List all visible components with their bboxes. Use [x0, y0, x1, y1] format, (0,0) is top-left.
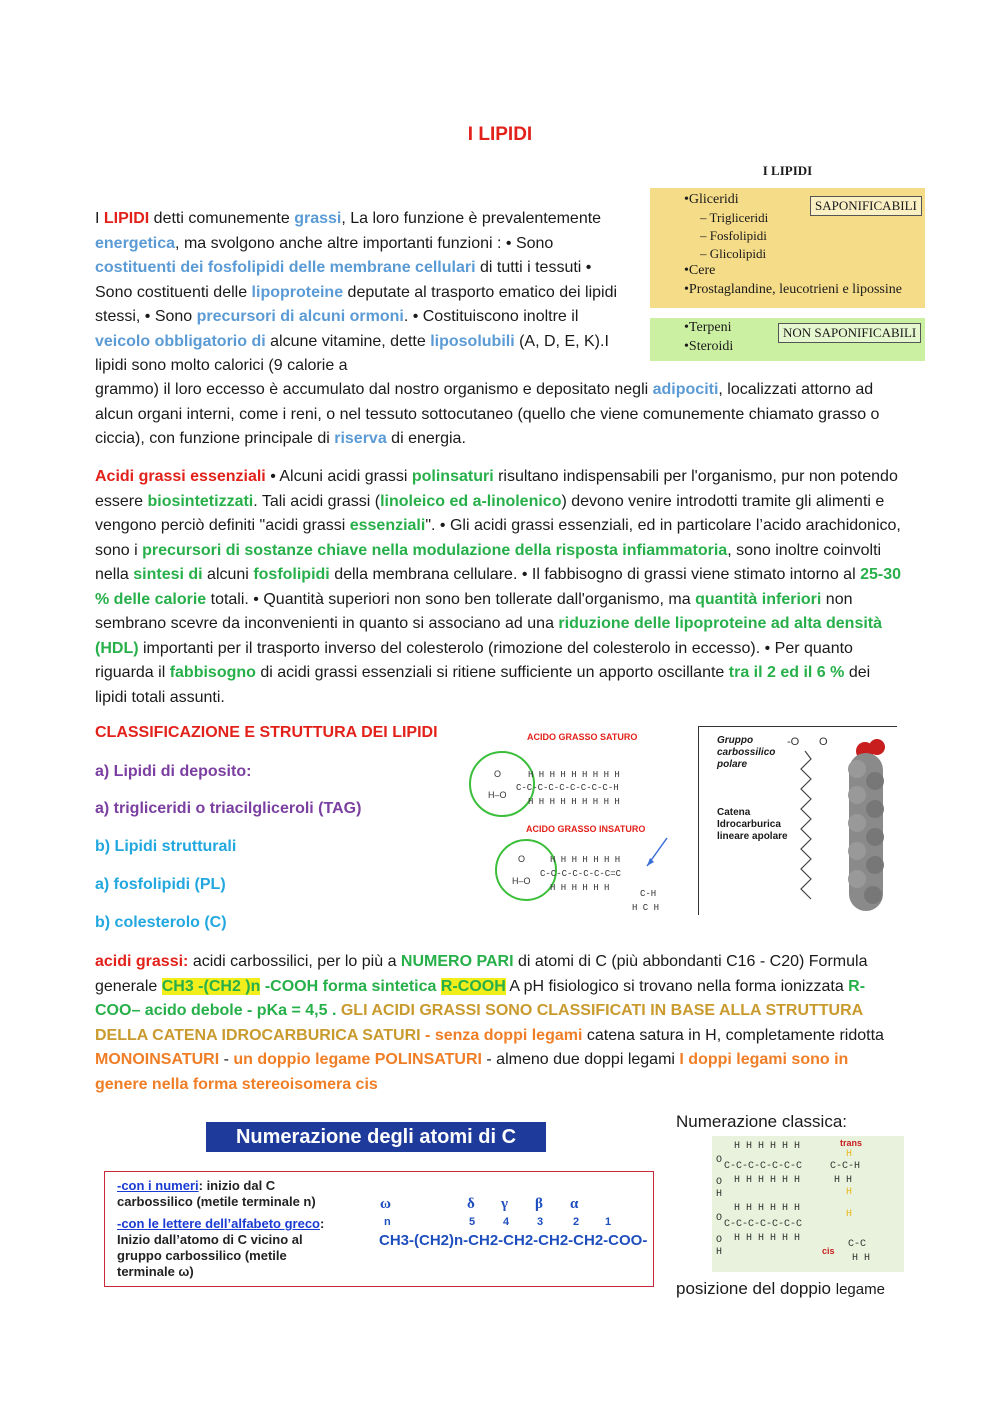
page-title: I LIPIDI [467, 124, 533, 145]
beta-label: β [535, 1196, 543, 1212]
lipid-table-title: I LIPIDI [762, 163, 813, 178]
list-item: •Gliceridi [684, 192, 739, 207]
non-saponificabili-box [650, 318, 925, 361]
omega-label: ω [380, 1196, 391, 1212]
svg-text:H: H [846, 1187, 853, 1198]
svg-text:H H H H H H: H H H H H H [734, 1233, 801, 1244]
svg-text:O: O [716, 1213, 723, 1224]
gruppo-label: Gruppo carbossilico polare [717, 735, 776, 770]
cis-label: cis [822, 1246, 835, 1256]
svg-text:H H H H H H: H H H H H H [734, 1203, 801, 1214]
intro-paragraph-top: I LIPIDI detti comunemente grassi, La loro funzione è prevalentemente energetica, ma svolgono anche altre importanti funzioni : • Sono costituenti dei fosfolipidi delle membrane cellulari di tutti i tessuti • Sono costituenti delle lipoproteine deputate al trasporto ematico dei lipidi stessi, • Sono precursori di alcuni ormoni. • Costituiscono inoltre il veicolo obbligatorio di alcune vitamine, dette liposolubili (A, D, E, K).I lipidi sono molto calorici (9 calorie a [95, 210, 618, 374]
classica-figure [712, 1136, 904, 1272]
alpha-label: α [570, 1196, 579, 1212]
list-item: •Cere [684, 263, 716, 278]
svg-text:C-C-C-C-C-C-C: C-C-C-C-C-C-C [724, 1161, 803, 1172]
classica-drawing [712, 1136, 904, 1272]
classificazione-heading: CLASSIFICAZIONE E STRUTTURA DEI LIPIDI [95, 724, 438, 741]
saponificabili-tag: SAPONIFICABILI [810, 196, 922, 216]
svg-text:H H: H H [834, 1175, 853, 1186]
svg-text:H–O: H–O [488, 790, 507, 800]
fatty-acid-structures-figure [462, 726, 692, 916]
essenziali-paragraph: Acidi grassi essenziali • Alcuni acidi grassi polinsaturi risultano indispensabili per l'organismo, pur non potendo essere biosintetizzati. Tali acidi grassi (linoleico ed a-linolenico) devono venire introdotti tramite gli alimenti e vengono perciò definiti "acidi grassi essenziali". • Gli acidi grassi essenziali, ed in particolare l’acido arachidonico, sono i precursori di sostanze chiave nella modulazione della risposta infiammatoria, sono inoltre coinvolti nella sintesi di alcuni fosfolipidi della membrana cellulare. • Il fabbisogno di grassi viene stimato intorno al 25-30 % delle calorie totali. • Quantità superiori non sono ben tollerate dall'organismo, ma quantità inferiori non sembrano scevre da inconvenienti in quanto si associano ad una riduzione delle lipoproteine ad alta densità (HDL) importanti per il trasporto inverso del colesterolo (rimozione del colesterolo in eccesso). • Per quanto riguarda il fabbisogno di acidi grassi essenziali si ritiene sufficiente un apporto oscillante tra il 2 ed il 6 % dei lipidi totali assunti. [95, 468, 901, 706]
essenziali-heading: Acidi grassi essenziali [95, 468, 266, 485]
svg-text:H: H [716, 1189, 723, 1200]
svg-text:H: H [716, 1247, 723, 1258]
list-item: – Trigliceridi [700, 210, 769, 225]
svg-text:C-C-C-C-C-C-C: C-C-C-C-C-C-C [724, 1219, 803, 1230]
svg-text:O: O [518, 854, 526, 864]
space-filling-figure [698, 726, 897, 915]
svg-text:O: O [716, 1235, 723, 1246]
svg-text:H: H [846, 1209, 853, 1220]
insaturo-label: ACIDO GRASSO INSATURO [526, 824, 646, 834]
svg-text:H: H [846, 1149, 853, 1160]
general-formula: CH3-(CH2)n-CH2-CH2-CH2-CH2-COO- [379, 1232, 648, 1249]
saturated-acid-drawing [462, 742, 692, 822]
svg-text:-O: -O [787, 736, 800, 748]
list-item: a) trigliceridi o triacilgliceroli (TAG) [95, 800, 362, 817]
unsaturated-acid-drawing [492, 834, 692, 919]
acidi-grassi-paragraph: acidi grassi: acidi carbossilici, per lo più a NUMERO PARI di atomi di C (più abbondanti C16 - C20) Formula generale CH3 -(CH2 )n -COOH forma sintetica R-COOH A pH fisiologico si trovano nella forma ionizzata R-COO– acido debole - pKa = 4,5 . GLI ACIDI GRASSI SONO CLASSIFICATI IN BASE ALLA STRUTTURA DELLA CATENA IDROCARBURICA SATURI - senza doppi legami catena satura in H, completamente ridotta MONOINSATURI - un doppio legame POLINSATURI - almeno due doppi legami I doppi legami sono in genere nella forma stereoisomera cis [95, 953, 884, 1093]
list-item: •Prostaglandine, leucotrieni e lipossine [684, 282, 902, 297]
catena-label: Catena Idrocarburica lineare apolare [717, 807, 788, 842]
list-item: b) Lipidi strutturali [95, 838, 237, 855]
svg-text:H H: H H [852, 1253, 871, 1264]
saturo-label: ACIDO GRASSO SATURO [527, 732, 638, 742]
svg-text:H H H H H H: H H H H H H [734, 1141, 801, 1152]
svg-text:O: O [494, 769, 502, 779]
svg-text:C-C: C-C [848, 1239, 867, 1250]
svg-text:O: O [819, 736, 828, 748]
svg-text:H H H H H H: H H H H H H [550, 883, 610, 893]
gamma-label: γ [501, 1196, 509, 1212]
svg-text:C-C-C-C-C-C-C=C: C-C-C-C-C-C-C=C [540, 869, 622, 879]
list-item: •Steroidi [684, 339, 734, 354]
lipidi-term: LIPIDI [103, 210, 150, 227]
svg-text:H H H H H H H H H: H H H H H H H H H [528, 797, 620, 807]
numerazione-heading: Numerazione degli atomi di C [206, 1122, 546, 1152]
svg-text:C-H: C-H [640, 889, 657, 899]
svg-text:H H H H H H: H H H H H H [734, 1175, 801, 1186]
list-item: a) fosfolipidi (PL) [95, 876, 226, 893]
list-item: b) colesterolo (C) [95, 914, 227, 931]
n-label: n [384, 1216, 391, 1228]
numerazione-box: -con i numeri: inizio dal C carbossilico (metile terminale n) -con le lettere dell’alfabeto greco: Inizio dall’atomo di C vicino al gruppo carbossilico (metile terminale ω) ω δ γ β α n 5 4 3 2 1 CH3-(CH2)n-CH2-CH2-CH2-CH2-COO- [104, 1171, 654, 1287]
intro-paragraph-bottom: grammo) il loro eccesso è accumulato dal nostro organismo e depositato negli adipociti, localizzati attorno ad alcun organi interni, come i reni, o nel tessuto sottocutaneo (quello che viene comunemente chiamato grasso o ciccia), con funzione principale di riserva di energia. [95, 381, 880, 447]
svg-text:C-C-H: C-C-H [830, 1161, 861, 1172]
svg-text:H H H H H H H H H: H H H H H H H H H [528, 770, 620, 780]
list-item: – Fosfolipidi [700, 228, 767, 243]
list-item: a) Lipidi di deposito: [95, 763, 252, 780]
list-item: •Terpeni [684, 320, 732, 335]
svg-text:C-C-C-C-C-C-C-C-C-H: C-C-C-C-C-C-C-C-C-H [516, 783, 619, 793]
svg-text:H C H: H C H [632, 903, 660, 913]
chain-model [785, 729, 895, 915]
saponificabili-box [650, 188, 925, 308]
svg-text:O: O [716, 1155, 723, 1166]
classica-caption: Numerazione classica: [676, 1112, 848, 1131]
list-item: – Glicolipidi [700, 246, 767, 261]
acidi-grassi-heading: acidi grassi: [95, 953, 189, 970]
svg-text:H H H H H H H: H H H H H H H [550, 855, 621, 865]
svg-text:H–O: H–O [512, 876, 531, 886]
delta-label: δ [467, 1196, 475, 1212]
classica-bottom-caption: posizione del doppio legame [676, 1279, 885, 1298]
svg-text:O: O [716, 1177, 723, 1188]
non-saponificabili-tag: NON SAPONIFICABILI [778, 323, 921, 343]
trans-label: trans [840, 1138, 863, 1148]
